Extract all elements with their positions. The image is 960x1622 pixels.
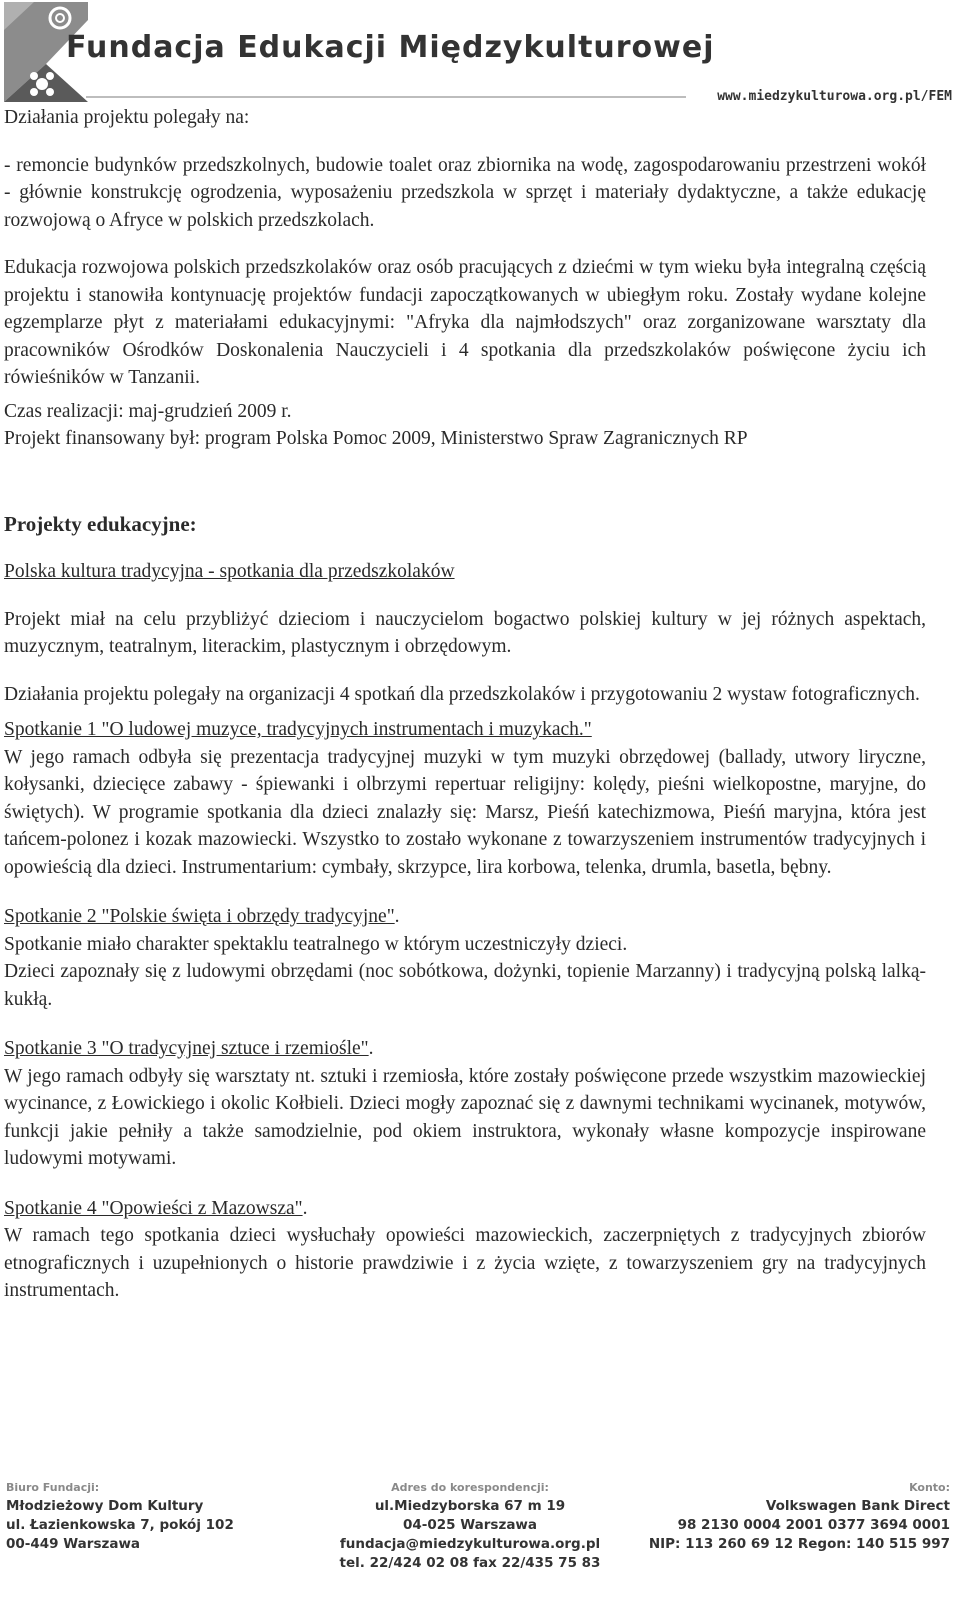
- header-rule: [86, 96, 686, 98]
- paragraph: Spotkanie miało charakter spektaklu teatralnego w którym uczestniczyły dzieci.: [4, 933, 628, 955]
- paragraph: W jego ramach odbyły się warsztaty nt. sztuki i rzemiosła, które zostały poświęcone przede wszystkim mazowieckiej wycinance, z Łowickiego i okolic Kołbieli. Dzieci mogły zapoznać się z dawnymi technikami wycinanek, motywów, funkcji jakie pełniły a także samodzielnie, pod okiem instruktora, wykonały własne kompozycje inspirowane ludowymi motywami.: [4, 1065, 926, 1169]
- website-url: www.miedzykulturowa.org.pl/FEM: [717, 89, 952, 104]
- office-address: Biuro Fundacji: Młodzieżowy Dom Kultury ul. Łazienkowska 7, pokój 102 00-449 Warszawa: [6, 1481, 234, 1552]
- meeting-title: Spotkanie 2 "Polskie święta i obrzędy tradycyjne": [4, 906, 395, 927]
- section-heading: Projekty edukacyjne:: [4, 511, 197, 536]
- paragraph: W ramach tego spotkania dzieci wysłuchały opowieści mazowieckich, zaczerpniętych z tradycyjnych zbiorów etnograficznych i uzupełnionych o historie prawdziwie i z życia wzięte, z towarzyszeniem gry na tradycyjnych instrumentach.: [4, 1225, 926, 1301]
- period: .: [394, 906, 400, 927]
- paragraph: W jego ramach odbyła się prezentacja tradycyjnej muzyki w tym muzyki obrzędowej (ballady, utwory liryczne, kołysanki, dziecięce zabawy - śpiewanki i olbrzymi repertuar religijny: kolędy, pieśni wielkopostne, maryjne, do świętych). W programie spotkania dla dzieci znalazły się: Marsz, Pieśń katechizmowa, Pieśń maryjna, która jest tańcem-polonez i kozak mazowiecki. Wszystko to zostało wykonane z towarzyszeniem instrumentów tradycyjnych i opowieścią dla dzieci. Instrumentarium: cymbały, skrzypce, lira korbowa, telenka, drumla, basetla, bębny.: [4, 746, 926, 878]
- paragraph: Edukacja rozwojowa polskich przedszkolaków oraz osób pracujących z dziećmi w tym wieku była integralną częścią projektu i stanowiła kontynuację projektów fundacji zapoczątkowanych w ubiegłym roku. Zostały wydane kolejne egzemplarze płyt z materiałami edukacyjnymi: "Afryka dla najmłodszych" oraz zorganizowane warsztaty dla pracowników Ośrodków Doskonalenia Nauczycieli i 4 spotkania dla przedszkolaków poświęcone życiu ich rówieśników w Tanzanii.: [4, 257, 926, 388]
- letterhead-footer: [0, 1470, 960, 1622]
- meeting-title: Spotkanie 3 "O tradycyjnej sztuce i rzemiośle": [4, 1038, 369, 1059]
- document-body: [4, 104, 926, 1305]
- paragraph: Działania projektu polegały na organizacji 4 spotkań dla przedszkolaków i przygotowaniu 2 wystaw fotograficznych.: [4, 683, 920, 705]
- paragraph: Dzieci zapoznały się z ludowymi obrzędami (noc sobótkowa, dożynki, topienie Marzanny) i tradycyjną polską lalką-kukłą.: [4, 961, 926, 1010]
- paragraph: Działania projektu polegały na:: [4, 107, 250, 128]
- meeting-title: Spotkanie 1 "O ludowej muzyce, tradycyjnych instrumentach i muzykach.": [4, 719, 592, 740]
- correspondence-address: Adres do korespondencji: ul.Miedzyborska 67 m 19 04-025 Warszawa fundacja@miedzykulturowa.org.pl tel. 22/424 02 08 fax 22/435 75 83: [339, 1481, 601, 1571]
- paragraph: Projekt miał na celu przybliżyć dzieciom i nauczycielom bogactwo polskiej kultury w jej różnych aspektach, muzycznym, teatralnym, literackim, plastycznym i obrzędowym.: [4, 608, 926, 657]
- period: .: [368, 1038, 374, 1059]
- letterhead: [0, 0, 960, 110]
- paragraph: Czas realizacji: maj-grudzień 2009 r.: [4, 400, 292, 422]
- period: .: [302, 1197, 308, 1219]
- section-subheading: Polska kultura tradycyjna - spotkania dla przedszkolaków: [4, 561, 455, 582]
- meeting-title: Spotkanie 4 "Opowieści z Mazowsza": [4, 1197, 303, 1219]
- paragraph: - remoncie budynków przedszkolnych, budowie toalet oraz zbiornika na wodę, zagospodarowaniu przestrzeni wokół - głównie konstrukcję ogrodzenia, wyposażeniu przedszkola w sprzęt i materiały dydaktyczne, a także edukację rozwojową o Afryce w polskich przedszkolach.: [4, 154, 926, 231]
- foundation-name: Fundacja Edukacji Międzykulturowej: [66, 30, 715, 65]
- bank-account: Konto: Volkswagen Bank Direct 98 2130 0004 2001 0377 3694 0001 NIP: 113 260 69 12 Regon: 140 515 997: [648, 1481, 950, 1552]
- paragraph: Projekt finansowany był: program Polska Pomoc 2009, Ministerstwo Spraw Zagranicznych RP: [4, 428, 748, 449]
